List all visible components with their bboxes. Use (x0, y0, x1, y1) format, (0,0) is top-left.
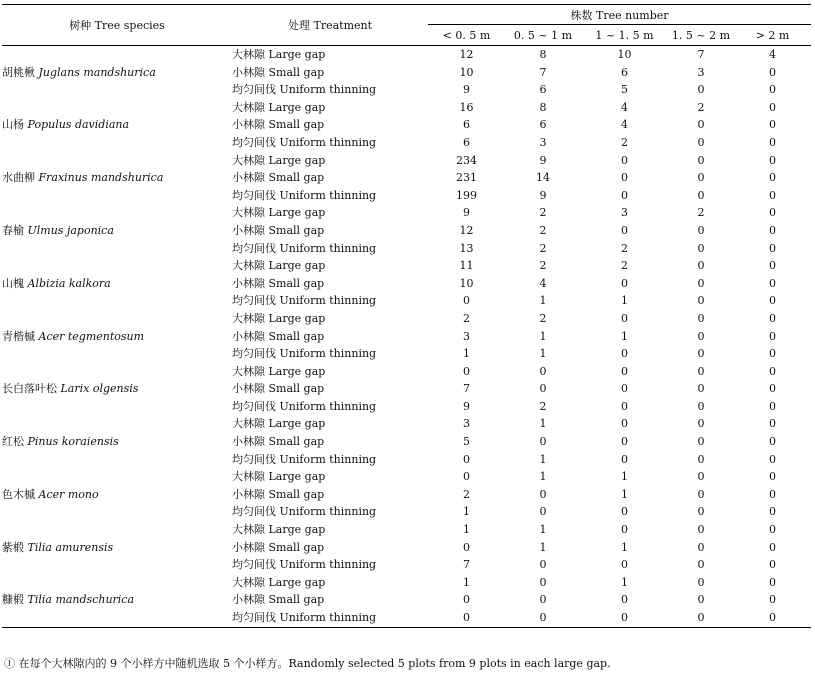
treatment-cell: 均匀间伐 Uniform thinning (232, 135, 377, 149)
species-cell (2, 468, 232, 521)
table-row (2, 152, 811, 170)
tree-count-cell: 10 (459, 276, 474, 290)
tree-count-cell: 4 (539, 276, 547, 290)
tree-count-cell: 0 (697, 452, 705, 466)
tree-count-cell: 0 (769, 188, 777, 202)
tree-count-cell: 0 (697, 188, 705, 202)
table-row (2, 99, 811, 117)
treatment-cell: 大林隙 Large gap (232, 470, 326, 484)
tree-count-cell: 7 (463, 558, 470, 572)
tree-count-cell: 1 (539, 294, 547, 308)
tree-count-cell: 0 (697, 575, 705, 589)
tree-count-cell: 1 (463, 575, 470, 589)
treatment-cell: 小林隙 Small gap (232, 487, 325, 501)
tree-count-cell: 0 (769, 223, 777, 237)
treatment-cell: 均匀间伐 Uniform thinning (232, 241, 377, 255)
tree-count-cell: 0 (621, 417, 628, 431)
treatment-header: 处理 Treatment (232, 5, 428, 46)
species-chinese-name: 糠椴 (2, 593, 24, 607)
tree-count-cell: 0 (463, 611, 470, 624)
tree-count-cell: 2 (621, 259, 628, 273)
tree-count-cell: 0 (769, 329, 777, 343)
species-cell (2, 46, 232, 99)
species-latin-name: Tilia amurensis (27, 540, 114, 554)
tree-count-cell: 7 (463, 382, 470, 396)
species-cell (2, 204, 232, 257)
tree-count-cell: 0 (769, 452, 777, 466)
tree-count-cell: 0 (697, 364, 705, 378)
tree-count-cell: 1 (539, 417, 547, 431)
tree-count-cell: 9 (463, 83, 470, 97)
tree-count-cell: 199 (456, 188, 477, 202)
tree-count-cell: 0 (697, 593, 705, 607)
tree-count-cell: 0 (621, 276, 628, 290)
table-row (2, 468, 811, 486)
tree-count-cell: 13 (459, 241, 474, 255)
tree-count-cell: 0 (769, 558, 777, 572)
tree-count-cell: 0 (697, 523, 705, 537)
tree-count-cell: 0 (463, 294, 470, 308)
tree-count-cell: 0 (697, 329, 705, 343)
treatment-cell: 小林隙 Small gap (232, 171, 325, 185)
tree-count-cell: 0 (539, 487, 547, 501)
tree-number-table (2, 4, 811, 628)
species-latin-name: Tilia mandschurica (27, 593, 135, 607)
tree-count-cell: 1 (463, 523, 470, 537)
species-chinese-name: 红松 (2, 435, 24, 449)
treatment-cell: 大林隙 Large gap (232, 48, 326, 61)
tree-count-cell: 12 (459, 223, 474, 237)
tree-count-cell: 0 (621, 593, 628, 607)
tree-count-cell: 0 (769, 276, 777, 290)
tree-count-cell: 4 (621, 118, 628, 132)
tree-count-cell: 0 (621, 311, 628, 325)
tree-count-cell: 0 (621, 347, 628, 361)
tree-count-cell: 10 (459, 65, 474, 79)
treatment-cell: 小林隙 Small gap (232, 593, 325, 607)
tree-count-cell: 6 (621, 65, 628, 79)
tree-count-cell: 0 (769, 171, 777, 185)
species-chinese-name: 青楷槭 (2, 329, 35, 343)
treatment-cell: 均匀间伐 Uniform thinning (232, 83, 377, 97)
tree-count-cell: 0 (697, 382, 705, 396)
tree-count-cell: 6 (463, 118, 470, 132)
species-cell (2, 310, 232, 363)
treatment-cell: 大林隙 Large gap (232, 364, 326, 378)
species-chinese-name: 山杨 (2, 118, 24, 132)
tree-count-cell: 0 (621, 171, 628, 185)
tree-count-cell: 0 (769, 611, 777, 624)
tree-count-cell: 2 (539, 223, 547, 237)
treatment-cell: 大林隙 Large gap (232, 100, 326, 114)
species-cell (2, 99, 232, 152)
tree-count-cell: 0 (621, 223, 628, 237)
tree-count-cell: 6 (539, 118, 547, 132)
species-cell (2, 574, 232, 627)
tree-count-cell: 8 (539, 100, 547, 114)
table-row (2, 204, 811, 222)
tree-count-cell: 0 (697, 135, 705, 149)
species-latin-name: Larix olgensis (60, 382, 139, 396)
tree-count-cell: 234 (456, 153, 477, 167)
species-latin-name: Ulmus japonica (27, 223, 114, 237)
tree-count-cell: 0 (769, 311, 777, 325)
height-class-header: < 0. 5 m (428, 25, 505, 46)
tree-count-cell: 0 (769, 540, 777, 554)
treatment-cell: 大林隙 Large gap (232, 153, 326, 167)
header-row-1 (2, 5, 811, 25)
table-row (2, 574, 811, 592)
tree-count-cell: 0 (769, 417, 777, 431)
species-header: 树种 Tree species (2, 5, 232, 46)
tree-count-cell: 0 (463, 452, 470, 466)
tree-count-cell: 9 (539, 153, 547, 167)
tree-count-cell: 2 (539, 241, 547, 255)
tree-count-cell: 3 (463, 417, 470, 431)
treatment-cell: 均匀间伐 Uniform thinning (232, 294, 377, 308)
species-latin-name: Fraxinus mandshurica (38, 171, 164, 185)
treatment-cell: 小林隙 Small gap (232, 65, 325, 79)
tree-count-cell: 2 (697, 100, 705, 114)
tree-count-cell: 0 (769, 523, 777, 537)
tree-count-cell: 7 (539, 65, 547, 79)
treatment-cell: 均匀间伐 Uniform thinning (232, 188, 377, 202)
tree-count-cell: 0 (769, 382, 777, 396)
tree-count-cell: 0 (621, 153, 628, 167)
treatment-cell: 大林隙 Large gap (232, 259, 326, 273)
tree-count-cell: 0 (697, 505, 705, 519)
tree-count-cell: 1 (621, 329, 628, 343)
species-cell (2, 521, 232, 574)
tree-count-cell: 0 (463, 540, 470, 554)
species-latin-name: Juglans mandshurica (38, 65, 156, 79)
tree-count-cell: 0 (769, 364, 777, 378)
tree-count-cell: 10 (617, 48, 632, 61)
tree-count-cell: 5 (621, 83, 628, 97)
tree-count-cell: 1 (463, 347, 470, 361)
tree-count-cell: 0 (769, 100, 777, 114)
species-latin-name: Acer mono (38, 487, 99, 501)
tree-count-cell: 8 (539, 48, 547, 61)
tree-count-cell: 0 (769, 135, 777, 149)
tree-count-cell: 0 (697, 153, 705, 167)
tree-count-cell: 0 (621, 558, 628, 572)
tree-count-cell: 0 (697, 241, 705, 255)
species-cell (2, 363, 232, 416)
table-row (2, 415, 811, 433)
tree-count-cell: 231 (456, 171, 477, 185)
tree-count-cell: 0 (697, 558, 705, 572)
treatment-cell: 小林隙 Small gap (232, 382, 325, 396)
table-row (2, 257, 811, 275)
tree-count-cell: 2 (539, 259, 547, 273)
species-chinese-name: 紫椴 (2, 540, 24, 554)
tree-count-cell: 2 (621, 135, 628, 149)
tree-count-cell: 5 (463, 435, 470, 449)
tree-count-cell: 0 (621, 382, 628, 396)
tree-count-cell: 2 (539, 311, 547, 325)
tree-count-cell: 0 (697, 435, 705, 449)
treatment-cell: 大林隙 Large gap (232, 206, 326, 220)
tree-count-cell: 2 (697, 206, 705, 220)
treatment-cell: 小林隙 Small gap (232, 276, 325, 290)
tree-count-cell: 0 (769, 487, 777, 501)
tree-count-cell: 9 (539, 188, 547, 202)
tree-count-cell: 0 (463, 364, 470, 378)
tree-count-cell: 2 (463, 311, 470, 325)
tree-count-cell: 1 (463, 505, 470, 519)
tree-count-cell: 1 (539, 470, 547, 484)
table-row (2, 521, 811, 539)
species-cell (2, 415, 232, 468)
tree-count-cell: 0 (621, 505, 628, 519)
species-latin-name: Acer tegmentosum (38, 329, 145, 343)
tree-count-cell: 0 (621, 364, 628, 378)
tree-count-cell: 12 (459, 48, 474, 61)
tree-count-cell: 0 (539, 575, 547, 589)
tree-count-cell: 0 (697, 223, 705, 237)
tree-count-cell: 0 (463, 470, 470, 484)
treatment-cell: 均匀间伐 Uniform thinning (232, 399, 377, 413)
treatment-cell: 大林隙 Large gap (232, 575, 326, 589)
treatment-cell: 均匀间伐 Uniform thinning (232, 505, 377, 519)
treatment-cell: 均匀间伐 Uniform thinning (232, 558, 377, 572)
tree-count-cell: 1 (539, 523, 547, 537)
tree-count-cell: 1 (621, 575, 628, 589)
tree-count-cell: 0 (697, 83, 705, 97)
height-class-header: > 2 m (734, 25, 811, 46)
tree-count-cell: 2 (621, 241, 628, 255)
treatment-cell: 小林隙 Small gap (232, 540, 325, 554)
tree-count-cell: 4 (769, 48, 777, 61)
tree-count-cell: 0 (769, 399, 777, 413)
tree-count-cell: 0 (769, 83, 777, 97)
tree-count-cell: 14 (536, 171, 550, 185)
treatment-cell: 小林隙 Small gap (232, 118, 325, 132)
tree-count-cell: 0 (769, 118, 777, 132)
treatment-cell: 大林隙 Large gap (232, 311, 326, 325)
species-latin-name: Pinus koraiensis (27, 435, 119, 449)
tree-count-cell: 3 (697, 65, 705, 79)
species-chinese-name: 胡桃楸 (2, 65, 35, 79)
tree-count-cell: 0 (697, 276, 705, 290)
tree-count-cell: 0 (539, 382, 547, 396)
height-class-header: 1. 5 ~ 2 m (668, 25, 734, 46)
tree-count-cell: 0 (769, 347, 777, 361)
species-cell (2, 257, 232, 310)
tree-count-cell: 0 (539, 558, 547, 572)
tree-number-header: 株数 Tree number (428, 5, 811, 25)
height-class-header: 0. 5 ~ 1 m (505, 25, 581, 46)
treatment-cell: 均匀间伐 Uniform thinning (232, 347, 377, 361)
treatment-cell: 小林隙 Small gap (232, 223, 325, 237)
tree-count-cell: 2 (463, 487, 470, 501)
treatment-cell: 均匀间伐 Uniform thinning (232, 452, 377, 466)
tree-count-cell: 0 (697, 399, 705, 413)
tree-count-cell: 1 (621, 487, 628, 501)
tree-count-cell: 0 (621, 523, 628, 537)
tree-count-cell: 0 (539, 364, 547, 378)
tree-count-cell: 0 (769, 294, 777, 308)
tree-count-cell: 0 (463, 593, 470, 607)
tree-count-cell: 1 (539, 329, 547, 343)
tree-count-cell: 0 (621, 611, 628, 624)
tree-count-cell: 9 (463, 399, 470, 413)
treatment-cell: 小林隙 Small gap (232, 329, 325, 343)
tree-count-cell: 0 (697, 311, 705, 325)
table-body (2, 46, 811, 628)
tree-count-cell: 9 (463, 206, 470, 220)
tree-count-cell: 11 (459, 259, 474, 273)
tree-count-cell: 0 (621, 452, 628, 466)
treatment-cell: 均匀间伐 Uniform thinning (232, 611, 377, 624)
tree-count-cell: 4 (621, 100, 628, 114)
species-chinese-name: 色木槭 (2, 487, 35, 501)
tree-count-cell: 0 (697, 347, 705, 361)
table-row (2, 363, 811, 381)
tree-count-cell: 2 (539, 399, 547, 413)
table-row (2, 46, 811, 64)
tree-count-cell: 0 (769, 470, 777, 484)
tree-count-cell: 1 (539, 540, 547, 554)
tree-count-cell: 16 (459, 100, 474, 114)
tree-count-cell: 0 (769, 435, 777, 449)
tree-count-cell: 0 (621, 399, 628, 413)
tree-count-cell: 1 (539, 347, 547, 361)
tree-count-cell: 0 (769, 259, 777, 273)
tree-count-cell: 0 (697, 470, 705, 484)
tree-count-cell: 6 (539, 83, 547, 97)
tree-count-cell: 0 (697, 611, 705, 624)
tree-count-cell: 0 (769, 505, 777, 519)
tree-count-cell: 0 (769, 575, 777, 589)
tree-count-cell: 0 (697, 171, 705, 185)
tree-count-cell: 0 (769, 153, 777, 167)
height-class-header: 1 ~ 1. 5 m (581, 25, 668, 46)
tree-count-cell: 2 (539, 206, 547, 220)
tree-count-cell: 0 (697, 294, 705, 308)
tree-count-cell: 0 (697, 259, 705, 273)
treatment-cell: 小林隙 Small gap (232, 435, 325, 449)
tree-count-cell: 0 (769, 206, 777, 220)
tree-count-cell: 1 (621, 294, 628, 308)
species-chinese-name: 山槐 (2, 276, 24, 290)
species-chinese-name: 春榆 (2, 223, 24, 237)
tree-count-cell: 0 (769, 593, 777, 607)
tree-count-cell: 0 (621, 435, 628, 449)
tree-count-cell: 6 (463, 135, 470, 149)
tree-count-cell: 3 (463, 329, 470, 343)
tree-count-cell: 0 (769, 65, 777, 79)
tree-count-cell: 3 (539, 135, 547, 149)
treatment-cell: 大林隙 Large gap (232, 417, 326, 431)
species-chinese-name: 水曲柳 (2, 171, 35, 185)
species-chinese-name: 长白落叶松 (2, 382, 57, 396)
tree-count-cell: 0 (769, 241, 777, 255)
tree-count-cell: 0 (621, 188, 628, 202)
tree-count-cell: 0 (539, 505, 547, 519)
tree-count-cell: 1 (621, 470, 628, 484)
tree-count-cell: 7 (697, 48, 705, 61)
species-latin-name: Populus davidiana (27, 118, 130, 132)
tree-count-cell: 0 (697, 118, 705, 132)
tree-count-cell: 0 (539, 611, 547, 624)
treatment-cell: 大林隙 Large gap (232, 523, 326, 537)
tree-count-cell: 3 (621, 206, 628, 220)
tree-count-cell: 0 (539, 435, 547, 449)
tree-count-cell: 1 (539, 452, 547, 466)
species-cell (2, 152, 232, 205)
tree-count-cell: 0 (697, 487, 705, 501)
species-latin-name: Albizia kalkora (27, 276, 111, 290)
tree-count-cell: 0 (539, 593, 547, 607)
footnote: ① 在每个大林隙内的 9 个小样方中随机选取 5 个小样方。Randomly selected 5 plots from 9 plots in each large gap. (4, 657, 611, 670)
tree-count-cell: 1 (621, 540, 628, 554)
table-row (2, 310, 811, 328)
tree-count-cell: 0 (697, 540, 705, 554)
tree-count-cell: 0 (697, 417, 705, 431)
